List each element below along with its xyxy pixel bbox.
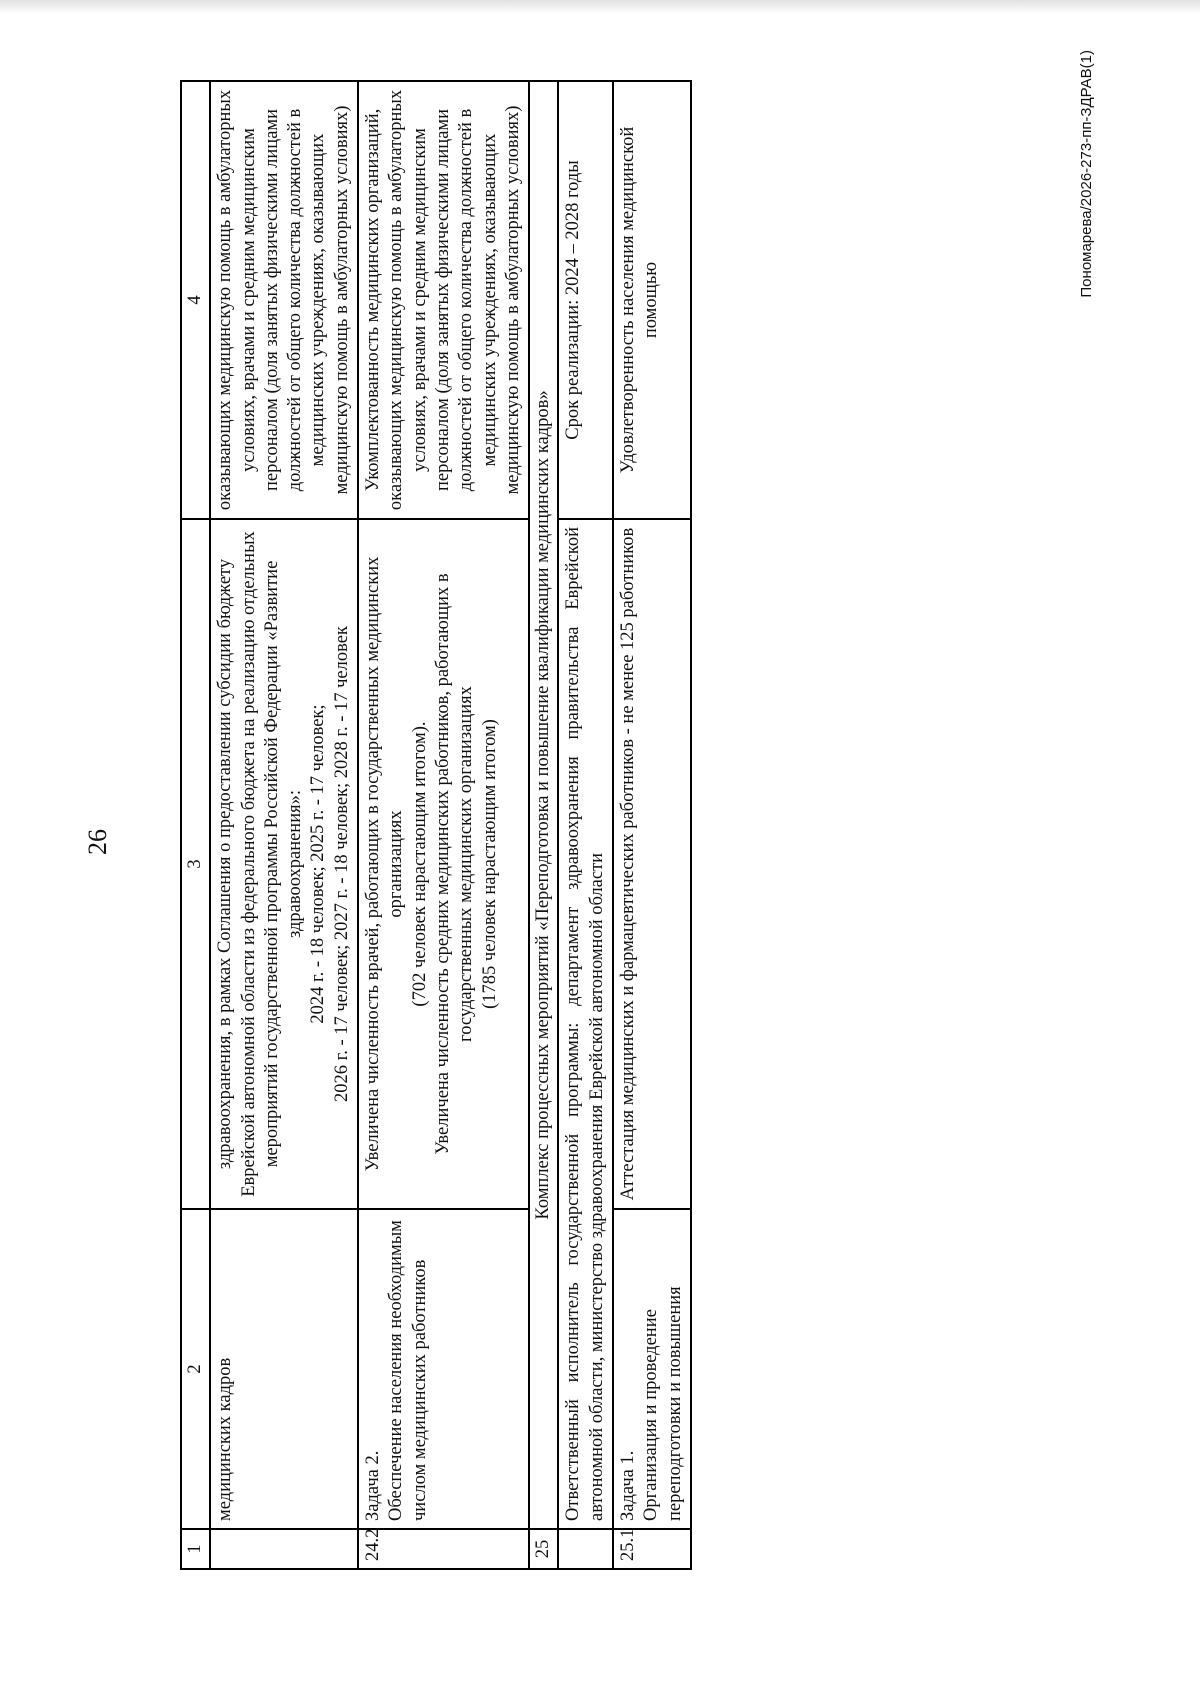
row-number: 24.2 (358, 1529, 529, 1569)
indicator-cell: Укомплектованность медицинских организаций, оказывающих медицинскую помощь в амбулаторных условиях, врачами и средним медицинским персоналом (доля занятых физическими лицами должностей от общего количества должностей в медицинских учреждениях, оказывающих медицинскую помощь в амбулаторных условиях) (358, 81, 529, 519)
task-cell (358, 1209, 529, 1529)
result-cell (358, 519, 529, 1209)
task-label: Задача 1. (618, 1450, 639, 1521)
header-col-1: 1 (181, 1529, 210, 1569)
table-row-continuation (210, 81, 358, 1569)
table-header-row (181, 81, 210, 1569)
section-title: Комплекс процессных мероприятий «Переподготовка и повышение квалификации медицинских кадров» (529, 81, 558, 1529)
table-row-responsible (558, 81, 613, 1569)
task-label: Задача 2. (363, 1450, 384, 1521)
header-col-4: 4 (181, 81, 210, 519)
indicator-cell: оказывающих медицинскую помощь в амбулаторных условиях, врачами и средним медицинским персоналом (доля занятых физическими лицами должностей от общего количества должностей в медицинских учреждениях, оказывающих медицинскую помощь в амбулаторных условиях) (210, 81, 358, 519)
table-row-25-1 (613, 81, 691, 1569)
result-cell (210, 519, 358, 1209)
page-number: 26 (83, 829, 112, 855)
result-total-2: (1785 человек нарастающим итогом) (479, 719, 500, 1009)
task-cell (613, 1209, 691, 1529)
header-col-2: 2 (181, 1209, 210, 1529)
result-paragraph-2: Увеличена численность средних медицинских работников, работающих в государственных медицинских организациях (432, 573, 477, 1155)
task-text: Организация и проведение переподготовки и повышения (641, 1286, 685, 1521)
row-number: 25.1 (613, 1529, 691, 1569)
implementation-period: Срок реализации: 2024 – 2028 годы (558, 81, 613, 519)
result-cell: Аттестация медицинских и фармацевтических работников - не менее 125 работников (613, 519, 691, 1209)
document-code: Пономарева/2026-273-пп-ЗДРАВ(1) (1078, 50, 1095, 298)
responsible-executor: Ответственный исполнитель государственной программы: департамент здравоохранения правительства Еврейской автономной области, министерство здравоохранения Еврейской автономной области (558, 519, 613, 1529)
table-row-25-section (529, 81, 558, 1569)
measures-table (180, 80, 692, 1570)
table-row-24-2 (358, 81, 529, 1569)
row-number (210, 1529, 358, 1569)
task-cell: медицинских кадров (210, 1209, 358, 1529)
task-text: Обеспечение населения необходимым числом медицинских работников (386, 1220, 430, 1521)
result-paragraph: здравоохранения, в рамках Соглашения о предоставлении субсидии бюджету Еврейской автономной области из федерального бюджета на реализацию отдельных мероприятий государственной программы Российской Федерации «Развитие здравоохранения»: (215, 531, 306, 1197)
empty-cell (558, 1529, 613, 1569)
row-number: 25 (529, 1529, 558, 1569)
header-col-3: 3 (181, 519, 210, 1209)
indicator-cell: Удовлетворенность населения медицинской помощью (613, 81, 691, 519)
result-line-2: 2026 г. - 17 человек; 2027 г. - 18 человек; 2028 г. - 17 человек (331, 626, 352, 1102)
result-paragraph-1: Увеличена численность врачей, работающих в государственных медицинских организациях (363, 556, 407, 1172)
result-total-1: (702 человек нарастающим итогом). (409, 721, 430, 1007)
result-line-1: 2024 г. - 18 человек; 2025 г. - 17 человек; (308, 704, 329, 1024)
